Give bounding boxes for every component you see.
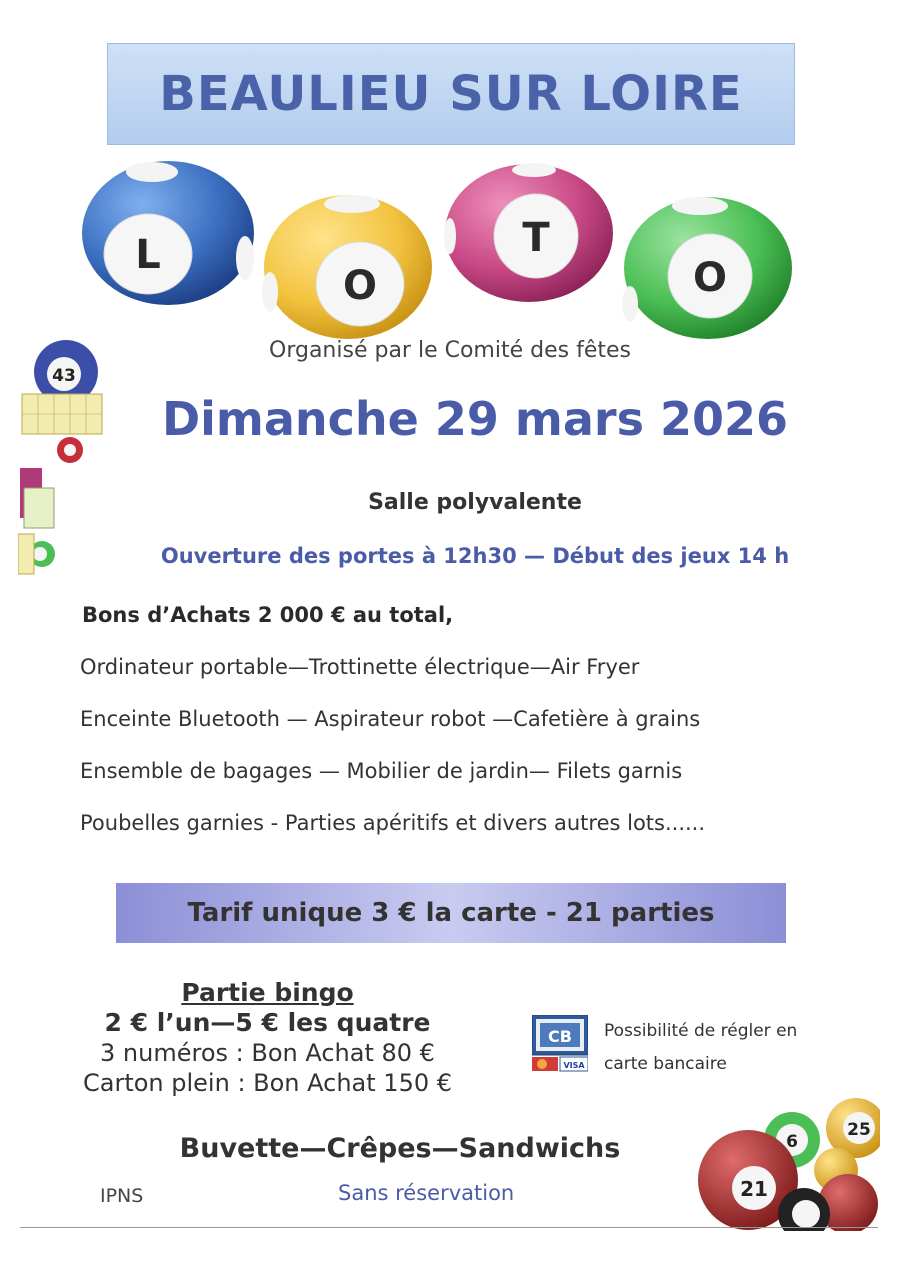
- no-booking: Sans réservation: [338, 1181, 515, 1205]
- title-banner: [107, 43, 795, 145]
- prizes-heading: Bons d’Achats 2 000 € au total,: [82, 603, 454, 627]
- prize-line: Ensemble de bagages — Mobilier de jardin— Filets garnis: [80, 759, 683, 783]
- event-date: Dimanche 29 mars 2026: [161, 392, 788, 446]
- footer-divider: [20, 1227, 878, 1228]
- bingo-block: [40, 978, 495, 1097]
- loto-ball-t: [444, 162, 614, 304]
- ipns-label: IPNS: [100, 1185, 144, 1207]
- opening-hours: Ouverture des portes à 12h30 — Début des jeux 14 h: [160, 544, 790, 568]
- ball-letter-t: T: [522, 215, 550, 261]
- prize-line: Poubelles garnies - Parties apéritifs et divers autres lots......: [80, 811, 706, 835]
- loto-ball-o1: [262, 192, 434, 342]
- card-note-line1: Possibilité de régler en: [604, 1021, 798, 1041]
- prize-line: Ordinateur portable—Trottinette électrique—Air Fryer: [80, 655, 640, 679]
- ball-letter-o2: O: [692, 255, 728, 301]
- svg-text:6: 6: [786, 1132, 798, 1152]
- bingo-prize-3-numbers: 3 numéros : Bon Achat 80 €: [100, 1039, 435, 1067]
- card-note-line2: carte bancaire: [604, 1054, 727, 1074]
- cb-card-icon: [532, 1015, 588, 1073]
- loto-ball-o2: [622, 194, 794, 342]
- venue: Salle polyvalente: [368, 490, 582, 515]
- loto-ball-l: [80, 158, 256, 308]
- ball-letter-o1: O: [342, 263, 378, 309]
- price-text: Tarif unique 3 € la carte - 21 parties: [187, 898, 715, 928]
- svg-text:43: 43: [52, 366, 76, 386]
- bingo-prize-full-card: Carton plein : Bon Achat 150 €: [83, 1069, 452, 1097]
- ball-letter-l: L: [135, 232, 161, 278]
- refreshments: Buvette—Crêpes—Sandwichs: [179, 1133, 621, 1164]
- town-title: BEAULIEU SUR LOIRE: [159, 66, 743, 122]
- prize-line: Enceinte Bluetooth — Aspirateur robot —Cafetière à grains: [80, 707, 701, 731]
- bingo-price: 2 € l’un—5 € les quatre: [104, 1008, 431, 1037]
- svg-text:25: 25: [847, 1120, 871, 1140]
- svg-text:CB: CB: [548, 1027, 572, 1046]
- price-banner: [116, 883, 786, 943]
- card-payment-note: [604, 1015, 797, 1081]
- svg-text:VISA: VISA: [563, 1061, 585, 1070]
- bingo-title: Partie bingo: [181, 978, 354, 1007]
- svg-text:21: 21: [740, 1177, 768, 1201]
- organizer-line: Organisé par le Comité des fêtes: [269, 338, 631, 363]
